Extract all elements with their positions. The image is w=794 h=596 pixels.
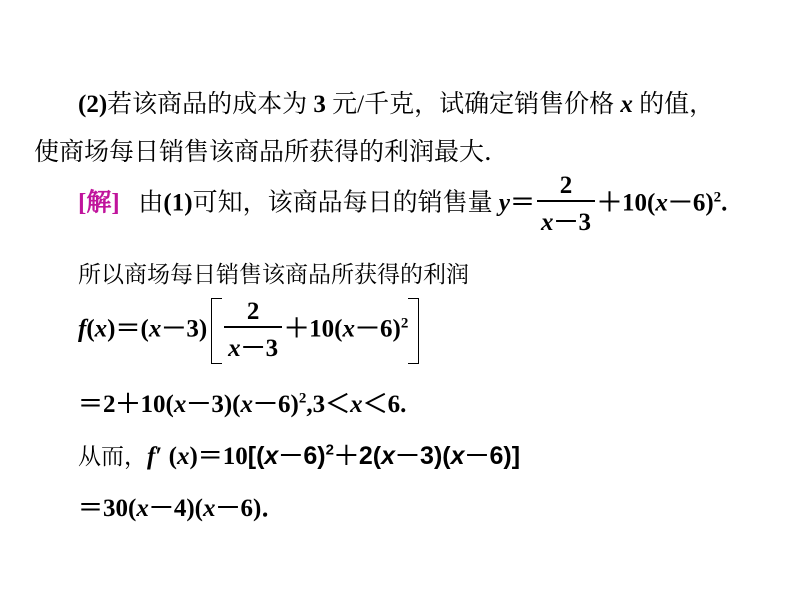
final-a: ＝30( (78, 495, 137, 522)
problem-text-a: 若该商品的成本为 (107, 91, 308, 118)
fx-fraction (224, 298, 282, 364)
problem-line-1 (78, 84, 714, 120)
cost-value: 3 (313, 91, 326, 118)
y-var: y (498, 189, 510, 217)
solution-tag: [解] (78, 189, 120, 217)
eq2-e: ＜6. (362, 391, 407, 418)
solution-intro (78, 172, 727, 238)
final-x1: x (136, 495, 149, 522)
final-b: －4)( (148, 495, 203, 522)
term-b: －6) (667, 189, 714, 217)
deriv-lead: 从而， (78, 444, 147, 469)
deriv-x: x (176, 443, 190, 470)
fx-expanded (78, 384, 406, 420)
eq2-d: ,3＜ (306, 391, 351, 418)
deriv-bracket-a: [( (247, 442, 265, 470)
fraction-numerator: 2 (559, 172, 573, 199)
intro-a: 由 (138, 189, 164, 217)
left-bracket (211, 298, 222, 364)
eq2-x1: x (173, 391, 187, 418)
sales-fraction (537, 172, 595, 238)
fx-den-x: x (228, 335, 241, 362)
deriv-s4: －6)] (464, 442, 521, 470)
problem-text-c: 的值， (639, 91, 715, 118)
term-x: x (655, 189, 668, 217)
final-c: －6)． (215, 495, 287, 522)
fx-den-rest: －3 (240, 335, 279, 362)
derivative-line (78, 436, 520, 472)
problem-text-b: 元/千克，试确定销售价格 (332, 91, 615, 118)
eq2-x2: x (240, 391, 253, 418)
intro-b: 可知，该商品每日的销售量 (192, 189, 493, 217)
fx-definition (78, 298, 423, 364)
fx-den (224, 326, 282, 364)
deriv-px-a: ( (168, 443, 177, 470)
right-bracket (408, 298, 419, 364)
fx-x: x (94, 315, 108, 343)
deriv-x3: x (450, 442, 465, 470)
fraction-denominator (537, 200, 595, 238)
eq2-a: ＝2＋10( (78, 391, 174, 418)
eq2-b: －3)( (186, 391, 241, 418)
deriv-px-b: )＝10 (189, 443, 248, 470)
fx-rest: －3) (161, 315, 208, 343)
deriv-x1: x (264, 442, 279, 470)
deriv-f: f (147, 443, 156, 470)
fx-sup: 2 (400, 315, 409, 332)
fx-after-b: －6) (354, 315, 401, 343)
final-line (78, 488, 286, 524)
term-dot: . (721, 189, 728, 217)
fx-paren-a: ( (86, 315, 95, 343)
deriv-s2: ＋2( (333, 442, 382, 470)
fx-paren-b: )＝( (107, 315, 149, 343)
den-x: x (540, 209, 554, 236)
deriv-s3: －3)( (395, 442, 451, 470)
profit-intro-text: 所以商场每日销售该商品所获得的利润 (78, 262, 469, 287)
final-x2: x (202, 495, 216, 522)
deriv-x2: x (381, 442, 396, 470)
eq2-c: －6) (252, 391, 299, 418)
deriv-s1: －6) (278, 442, 326, 470)
eq2-x3: x (350, 391, 363, 418)
deriv-prime: ′ (155, 443, 163, 470)
den-rest: －3 (553, 209, 591, 236)
fx-f: f (78, 315, 87, 343)
term-sup: 2 (713, 189, 722, 206)
fx-after-x: x (342, 315, 355, 343)
var-x: x (620, 91, 633, 118)
intro-ref: (1) (163, 189, 193, 217)
deriv-sup: 2 (325, 441, 334, 459)
fx-after-a: ＋10( (284, 315, 343, 343)
part-label: (2) (78, 91, 108, 118)
term-a: ＋10( (596, 189, 656, 217)
eq2-sup: 2 (298, 390, 307, 407)
eq-sign: ＝ (509, 189, 535, 217)
fx-x2: x (148, 315, 162, 343)
profit-intro (78, 256, 469, 289)
fx-num: 2 (246, 298, 260, 325)
problem-line-2 (34, 132, 509, 168)
problem-line-2-text: 使商场每日销售该商品所获得的利润最大． (34, 139, 510, 166)
